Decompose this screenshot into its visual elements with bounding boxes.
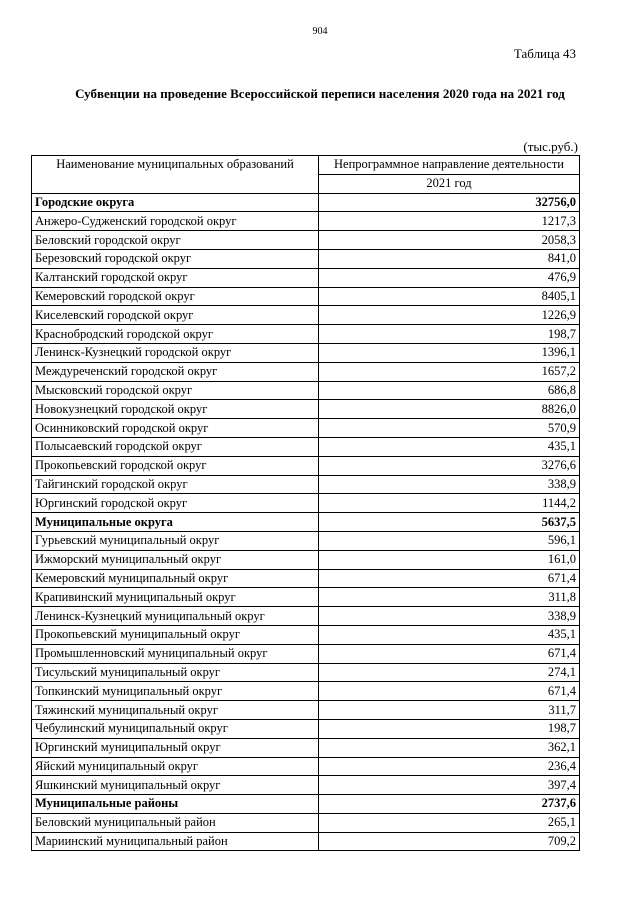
- subsidy-value: 1657,2: [319, 362, 580, 381]
- municipality-name: Ленинск-Кузнецкий городской округ: [32, 343, 319, 362]
- table-row: [32, 494, 580, 513]
- municipality-name: Осинниковский городской округ: [32, 419, 319, 438]
- subsidy-value: 397,4: [319, 776, 580, 795]
- table-label: Таблица 43: [513, 46, 576, 61]
- table-row: [32, 663, 580, 682]
- group-name: Муниципальные округа: [32, 513, 319, 532]
- group-total: 32756,0: [319, 193, 580, 212]
- subsidy-value: 338,9: [319, 475, 580, 494]
- table-row: [32, 588, 580, 607]
- municipality-name: Юргинский муниципальный округ: [32, 738, 319, 757]
- subsidy-value: 435,1: [319, 437, 580, 456]
- table-body: [32, 193, 580, 851]
- document-title: Субвенции на проведение Всероссийской переписи населения 2020 года на 2021 год: [75, 86, 565, 101]
- subsidy-value: 2058,3: [319, 231, 580, 250]
- group-row: [32, 193, 580, 212]
- table-row: [32, 419, 580, 438]
- subsidy-value: 198,7: [319, 719, 580, 738]
- municipality-name: Новокузнецкий городской округ: [32, 400, 319, 419]
- municipality-name: Междуреченский городской округ: [32, 362, 319, 381]
- page-number: 904: [312, 26, 328, 37]
- table-row: [32, 306, 580, 325]
- subsidy-value: 671,4: [319, 569, 580, 588]
- table-row: [32, 212, 580, 231]
- subsidy-value: 236,4: [319, 757, 580, 776]
- header-year-column: 2021 год: [319, 174, 580, 193]
- table-row: [32, 362, 580, 381]
- subsidy-value: 570,9: [319, 419, 580, 438]
- municipality-name: Кемеровский муниципальный округ: [32, 569, 319, 588]
- subsidy-value: 1144,2: [319, 494, 580, 513]
- subsidy-value: 686,8: [319, 381, 580, 400]
- table-row: [32, 437, 580, 456]
- municipality-name: Полысаевский городской округ: [32, 437, 319, 456]
- table-row: [32, 381, 580, 400]
- subsidy-value: 671,4: [319, 682, 580, 701]
- table-row: [32, 325, 580, 344]
- table-row: [32, 287, 580, 306]
- table-row: [32, 757, 580, 776]
- subsidy-value: 338,9: [319, 607, 580, 626]
- table-row: [32, 268, 580, 287]
- municipality-name: Юргинский городской округ: [32, 494, 319, 513]
- municipality-name: Анжеро-Судженский городской округ: [32, 212, 319, 231]
- subsidy-value: 8826,0: [319, 400, 580, 419]
- subsidy-value: 1396,1: [319, 343, 580, 362]
- table-row: [32, 456, 580, 475]
- subsidy-value: 435,1: [319, 625, 580, 644]
- table-row: [32, 569, 580, 588]
- municipality-name: Прокопьевский муниципальный округ: [32, 625, 319, 644]
- subsidy-value: 161,0: [319, 550, 580, 569]
- group-name: Муниципальные районы: [32, 795, 319, 814]
- subsidy-value: 265,1: [319, 813, 580, 832]
- municipality-name: Яйский муниципальный округ: [32, 757, 319, 776]
- municipality-name: Ижморский муниципальный округ: [32, 550, 319, 569]
- subsidy-value: 311,8: [319, 588, 580, 607]
- subsidy-value: 3276,6: [319, 456, 580, 475]
- municipality-name: Крапивинский муниципальный округ: [32, 588, 319, 607]
- municipality-name: Яшкинский муниципальный округ: [32, 776, 319, 795]
- municipality-name: Промышленновский муниципальный округ: [32, 644, 319, 663]
- municipality-name: Кемеровский городской округ: [32, 287, 319, 306]
- table-row: [32, 531, 580, 550]
- table-row: [32, 738, 580, 757]
- table-row: [32, 475, 580, 494]
- table-header: [32, 156, 580, 194]
- table-row: [32, 813, 580, 832]
- municipality-name: Тайгинский городской округ: [32, 475, 319, 494]
- subsidy-table: [31, 155, 580, 851]
- subsidy-value: 476,9: [319, 268, 580, 287]
- municipality-name: Чебулинский муниципальный округ: [32, 719, 319, 738]
- municipality-name: Тяжинский муниципальный округ: [32, 701, 319, 720]
- municipality-name: Гурьевский муниципальный округ: [32, 531, 319, 550]
- municipality-name: Беловский городской округ: [32, 231, 319, 250]
- table-row: [32, 719, 580, 738]
- subsidy-value: 671,4: [319, 644, 580, 663]
- table-row: [32, 343, 580, 362]
- subsidy-value: 8405,1: [319, 287, 580, 306]
- table-row: [32, 682, 580, 701]
- group-row: [32, 795, 580, 814]
- header-name-column: Наименование муниципальных образований: [32, 156, 319, 194]
- table-row: [32, 400, 580, 419]
- table-row: [32, 701, 580, 720]
- subsidy-value: 596,1: [319, 531, 580, 550]
- table-row: [32, 231, 580, 250]
- table-row: [32, 776, 580, 795]
- table-row: [32, 832, 580, 851]
- municipality-name: Краснобродский городской округ: [32, 325, 319, 344]
- table-row: [32, 644, 580, 663]
- municipality-name: Киселевский городской округ: [32, 306, 319, 325]
- municipality-name: Тисульский муниципальный округ: [32, 663, 319, 682]
- municipality-name: Прокопьевский городской округ: [32, 456, 319, 475]
- group-row: [32, 513, 580, 532]
- municipality-name: Мысковский городской округ: [32, 381, 319, 400]
- subsidy-value: 311,7: [319, 701, 580, 720]
- municipality-name: Беловский муниципальный район: [32, 813, 319, 832]
- unit-label: (тыс.руб.): [523, 139, 578, 154]
- subsidy-value: 362,1: [319, 738, 580, 757]
- subsidy-value: 274,1: [319, 663, 580, 682]
- group-total: 2737,6: [319, 795, 580, 814]
- table-row: [32, 625, 580, 644]
- subsidy-value: 841,0: [319, 249, 580, 268]
- subsidy-value: 1226,9: [319, 306, 580, 325]
- group-total: 5637,5: [319, 513, 580, 532]
- table-row: [32, 607, 580, 626]
- municipality-name: Ленинск-Кузнецкий муниципальный округ: [32, 607, 319, 626]
- subsidy-value: 198,7: [319, 325, 580, 344]
- subsidy-value: 709,2: [319, 832, 580, 851]
- table-row: [32, 550, 580, 569]
- municipality-name: Березовский городской округ: [32, 249, 319, 268]
- subsidy-value: 1217,3: [319, 212, 580, 231]
- municipality-name: Калтанский городской округ: [32, 268, 319, 287]
- municipality-name: Топкинский муниципальный округ: [32, 682, 319, 701]
- municipality-name: Мариинский муниципальный район: [32, 832, 319, 851]
- table-row: [32, 249, 580, 268]
- header-direction-column: Непрограммное направление деятельности: [319, 156, 580, 175]
- group-name: Городские округа: [32, 193, 319, 212]
